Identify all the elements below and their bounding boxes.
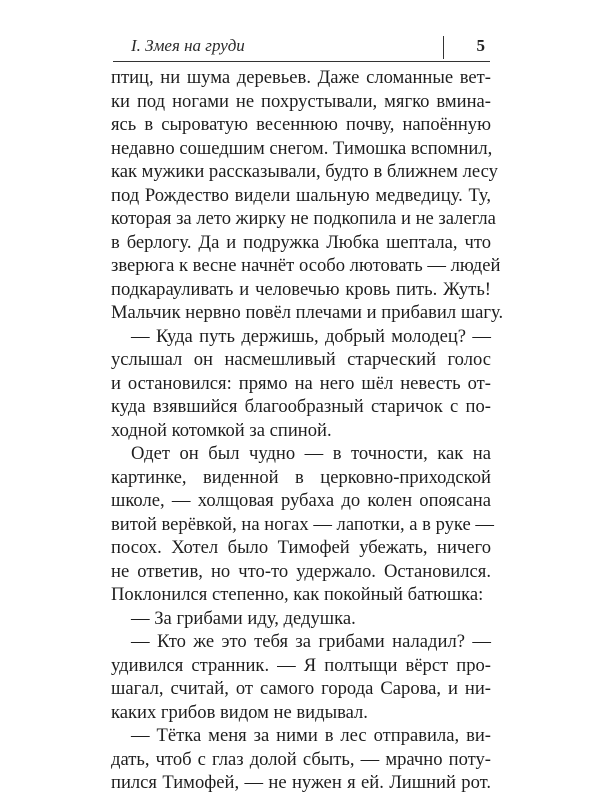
text-line: Поклонился степенно, как покойный батюшка:: [111, 584, 484, 605]
text-line: Одет он был чудно — в точности, как на: [131, 443, 491, 464]
page-number: 5: [476, 36, 485, 55]
text-line: Мальчик нервно повёл плечами и прибавил шагу.: [111, 302, 504, 323]
text-line: недавно сошедшим снегом. Тимошка вспомнил,: [111, 137, 493, 159]
text-line: пился Тимофей, — не нужен я ей. Лишний рот.: [111, 772, 491, 793]
text-line: — Куда путь держишь, добрый молодец? —: [131, 325, 491, 347]
text-line: в берлогу. Да и подружка Любка шептала, что: [111, 231, 491, 253]
text-line: каких грибов видом не видывал.: [111, 701, 368, 723]
header-divider: [443, 36, 444, 59]
text-line: ки под ногами не похрустывали, мягко вмина-: [111, 90, 491, 112]
text-line: как мужики рассказывали, будто в ближнем лесу: [111, 161, 498, 182]
text-line: подкарауливать и человечью кровь пить. Жуть!: [111, 278, 491, 300]
text-line: посох. Хотел было Тимофей убежать, ничего: [111, 537, 491, 558]
text-line: птиц, ни шума деревьев. Даже сломанные вет-: [111, 67, 491, 88]
text-line: ходной котомкой за спиной.: [111, 419, 332, 441]
text-line: витой верёвкой, на ногах — лапотки, а в руке —: [111, 513, 494, 535]
text-line: и остановился: прямо на него шёл невесть от-: [111, 372, 491, 394]
running-header: [113, 36, 488, 60]
text-line: картинке, виденной в церковно-приходской: [111, 466, 491, 488]
text-line: удивился странник. — Я полтыщи вёрст про-: [111, 654, 491, 676]
text-line: куда взявшийся благообразный старичок с по-: [111, 396, 491, 417]
text-line: не ответив, но что-то удержало. Остановился.: [111, 560, 491, 582]
text-line: — За грибами иду, дедушка.: [131, 607, 356, 629]
text-line: — Тётка меня за ними в лес отправила, ви-: [131, 725, 491, 746]
header-rule: [113, 61, 490, 62]
text-line: под Рождество видели шальную медведицу. Ту,: [111, 184, 491, 206]
text-line: дать, чтоб с глаз долой сбыть, — мрачно поту-: [111, 748, 491, 770]
text-line: ясь в сыроватую весеннюю почву, напоённую: [111, 114, 491, 135]
text-line: школе, — холщовая рубаха до колен опоясана: [111, 490, 491, 511]
text-line: которая за лето жирку не подкопила и не залегла: [111, 208, 496, 229]
text-line: — Кто же это тебя за грибами наладил? —: [131, 631, 491, 652]
body-text: [111, 66, 504, 795]
text-line: шагал, считай, от самого города Сарова, и ни-: [111, 678, 491, 699]
text-line: зверюга к весне начнёт особо лютовать — людей: [111, 255, 501, 276]
chapter-title: I. Змея на груди: [131, 36, 245, 55]
text-line: услышал он насмешливый старческий голос: [111, 349, 491, 370]
